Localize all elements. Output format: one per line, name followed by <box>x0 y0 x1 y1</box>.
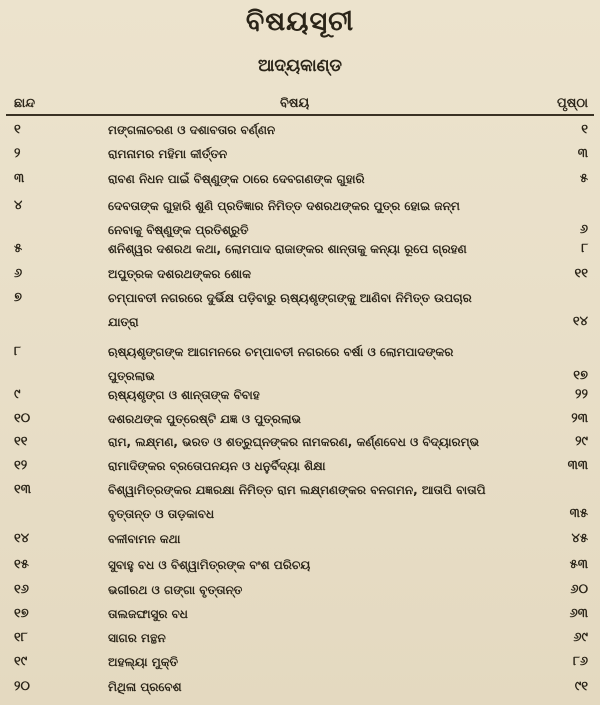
toc-entry <box>0 167 600 191</box>
toc-entry <box>0 478 600 526</box>
entry-title: ଭଗୀରଥ ଓ ଗଙ୍ଗା ବୃତ୍ତାନ୍ତ <box>108 583 243 597</box>
chapter-number: ୧୬ <box>14 582 29 597</box>
chapter-number: ୨୦ <box>14 679 30 694</box>
page-number: ୧୪ <box>572 314 588 329</box>
chapter-number: ୮ <box>14 344 21 359</box>
chapter-column-header: ଛାନ୍ଦ <box>14 96 36 111</box>
page-number: ୩୫ <box>569 506 588 521</box>
chapter-number: ୧୮ <box>14 630 28 645</box>
entry-title: ବିଶ୍ୱାମିତ୍ରଙ୍କର ଯଜ୍ଞରକ୍ଷା ନିମିତ୍ତ ରାମ ଲକ୍ଷ୍ମଣଙ୍କର ବନଗମନ, ଆତାପି ବାତାପି <box>108 483 486 497</box>
page-number: ୩୩ <box>567 458 588 473</box>
chapter-number: ୪ <box>14 198 23 213</box>
chapter-number: ୫ <box>14 241 23 256</box>
page-number: ୧୭ <box>573 368 588 383</box>
toc-entry <box>0 454 600 478</box>
toc-entry <box>0 237 600 261</box>
page-number: ୬୦ <box>570 582 588 597</box>
entry-title: ତାଲଜଙ୍ଘାସୁର ବଧ <box>108 607 188 621</box>
entry-title: ସୁବାହୁ ବଧ ଓ ବିଶ୍ୱାମିତ୍ରଙ୍କ ବଂଶ ପରିଚୟ <box>108 558 311 572</box>
chapter-number: ୧୫ <box>14 557 29 572</box>
chapter-number: ୧୯ <box>14 654 28 669</box>
toc-entry <box>0 527 600 551</box>
entry-title: ମଙ୍ଗଳାଚରଣ ଓ ଦଶାବତାର ବର୍ଣ୍ଣନ <box>108 123 276 137</box>
entry-title: ମିଥିଳା ପ୍ରବେଶ <box>108 680 182 694</box>
chapter-number: ୩ <box>14 171 25 186</box>
entry-title: ଦେବତାଙ୍କ ଗୁହାରି ଶୁଣି ପ୍ରତିଜ୍ଞାର ନିମିତ୍ତ ଦଶରଥଙ୍କର ପୁତ୍ର ହୋଇ ଜନ୍ମ <box>108 199 460 213</box>
page-number: ୮ <box>581 241 588 256</box>
entry-title: ରାମ, ଲକ୍ଷ୍ମଣ, ଭରତ ଓ ଶତ୍ରୁଘ୍ନଙ୍କର ନାମକରଣ, କର୍ଣ୍ଣବେଧ ଓ ବିଦ୍ୟାରମ୍ଭ <box>108 435 480 449</box>
entry-title: ରାମାଦିଙ୍କର ବ୍ରତୋପନୟନ ଓ ଧନୁର୍ବିଦ୍ୟା ଶିକ୍ଷା <box>108 459 326 473</box>
page-number: ୨୨ <box>575 387 588 402</box>
toc-entry <box>0 118 600 142</box>
section-subtitle: ଆଦ୍ୟକାଣ୍ଡ <box>257 56 343 76</box>
chapter-number: ୧୨ <box>14 458 28 473</box>
chapter-number: ୧୧ <box>14 434 28 449</box>
entry-title: ସାଗର ମନ୍ଥନ <box>108 631 166 645</box>
toc-entry <box>0 602 600 626</box>
page-number: ୯୧ <box>574 679 588 694</box>
entry-title: ବୃତ୍ତାନ୍ତ ଓ ତାଡ଼କାବଧ <box>108 507 215 521</box>
entry-title: ପୁତ୍ରଲାଭ <box>108 369 155 383</box>
chapter-number: ୯ <box>14 387 21 402</box>
chapter-number: ୧୦ <box>14 411 31 426</box>
toc-entry <box>0 194 600 242</box>
subject-column-header: ବିଷୟ <box>280 96 310 111</box>
toc-entry <box>0 553 600 577</box>
chapter-number: ୨ <box>14 146 21 161</box>
page-number: ୬ <box>579 222 588 237</box>
entry-title: ଅହଲ୍ୟା ମୁକ୍ତି <box>108 655 179 669</box>
page-title: ବିଷୟସୂଚୀ <box>245 6 355 37</box>
entry-title: ରାମନାମର ମହିମା କୀର୍ତ୍ତନ <box>108 147 228 161</box>
entry-title: ଋଷ୍ୟଶୃଙ୍ଗଙ୍କ ଆଗମନରେ ଚମ୍ପାବତୀ ନଗରରେ ବର୍ଷା ଓ ଲୋମପାଦଙ୍କର <box>108 345 454 359</box>
toc-entry <box>0 626 600 650</box>
page-number: ୨୯ <box>575 434 588 449</box>
entry-title: ଚମ୍ପାବତୀ ନଗରରେ ଦୁର୍ଭିକ୍ଷ ପଡ଼ିବାରୁ ଋଷ୍ୟଶୃଙ୍ଗଙ୍କୁ ଆଣିବା ନିମିତ୍ତ ଉପଚାର <box>108 291 472 305</box>
entry-title: ରାବଣ ନିଧନ ପାଇଁ ବିଷ୍ଣୁଙ୍କ ଠାରେ ଦେବଗଣଙ୍କ ଗୁହାରି <box>108 172 365 186</box>
entry-title: ବଳୀବାମନ କଥା <box>108 532 181 546</box>
toc-entry <box>0 142 600 166</box>
page-number: ୫ <box>579 171 588 186</box>
toc-entry <box>0 383 600 407</box>
chapter-number: ୧୪ <box>14 531 30 546</box>
page-number: ୪୫ <box>571 531 588 546</box>
chapter-number: ୭ <box>14 290 22 305</box>
page-column-header: ପୃଷ୍ଠା <box>557 96 588 111</box>
chapter-number: ୧୩ <box>14 482 31 497</box>
entry-title: ଶନିଶ୍ୱର ଦଶରଥ କଥା, ଲୋମପାଦ ରାଜାଙ୍କର ଶାନ୍ତାକୁ କନ୍ୟା ରୂପେ ଗ୍ରହଣ <box>108 242 467 256</box>
page-number: ୬୩ <box>569 606 588 621</box>
toc-entry <box>0 407 600 431</box>
toc-entry <box>0 675 600 699</box>
toc-entry <box>0 262 600 286</box>
entry-title: ନେବାକୁ ବିଷ୍ଣୁଙ୍କ ପ୍ରତିଶ୍ରୁତି <box>108 223 249 237</box>
entry-title: ଋଷ୍ୟଶୃଙ୍ଗ ଓ ଶାନ୍ତାଙ୍କ ବିବାହ <box>108 388 260 402</box>
toc-entry <box>0 650 600 674</box>
toc-entry <box>0 430 600 454</box>
toc-entry <box>0 578 600 602</box>
page-number: ୧୧ <box>574 266 588 281</box>
page-number: ୬୯ <box>573 630 588 645</box>
chapter-number: ୧ <box>14 122 21 137</box>
page-number: ୩ <box>577 146 588 161</box>
page-number: ୧ <box>581 122 588 137</box>
page-number: ୨୩ <box>571 411 588 426</box>
entry-title: ଦଶରଥଙ୍କ ପୁତ୍ରେଷ୍ଟି ଯଜ୍ଞ ଓ ପୁତ୍ରଲାଭ <box>108 412 301 426</box>
page-number: ୮୬ <box>573 654 588 669</box>
chapter-number: ୧୭ <box>14 606 29 621</box>
toc-entry <box>0 340 600 388</box>
entry-title: ଯାତ୍ରା <box>108 315 139 329</box>
entry-title: ଅପୁତ୍ରକ ଦଶରଥଙ୍କର ଶୋକ <box>108 267 252 281</box>
chapter-number: ୬ <box>14 266 23 281</box>
page-number: ୫୩ <box>569 557 588 572</box>
toc-entry <box>0 286 600 334</box>
header-rule <box>6 114 594 116</box>
